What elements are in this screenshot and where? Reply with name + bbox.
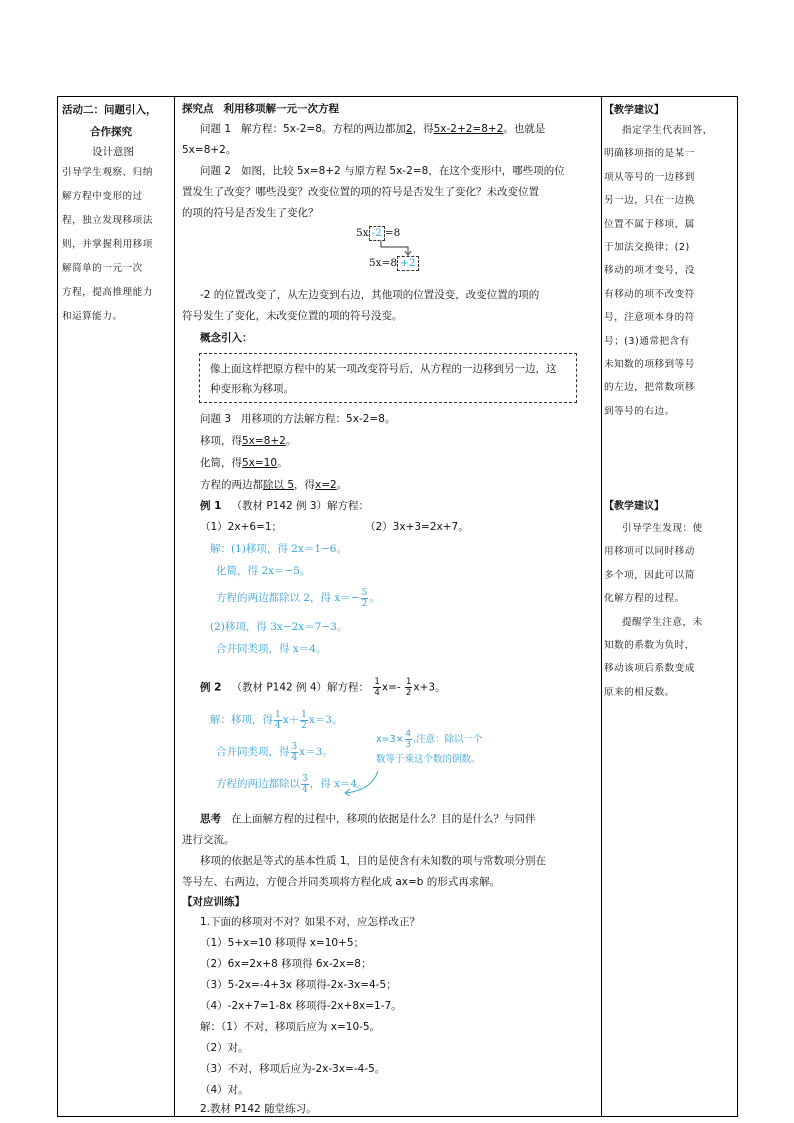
handwritten-note: x=3× $\frac{4}{3}$ .注意：除以一个 数等于乘这个数的倒数。 bbox=[376, 729, 483, 765]
design-title: 设计意图 bbox=[92, 146, 134, 158]
moved-term-box: -2 bbox=[369, 226, 385, 241]
concept-label: 概念引入： bbox=[200, 332, 253, 344]
solution-1-line2: 化简，得 2x＝−5。 bbox=[216, 565, 311, 577]
training-answer-2: （2）对。 bbox=[200, 1042, 249, 1054]
solution-2-line3: 方程的两边都除以 $\frac{3}{4}$ ，得 x＝4。 bbox=[216, 773, 368, 795]
example-1: 例 1 （教材 P142 例 3）解方程： bbox=[200, 500, 370, 512]
question-2-line2: 置发生了改变？哪些没变？改变位置的项的符号是否发生了变化？未改变位置 bbox=[182, 186, 539, 198]
example-1-part1: （1）2x+6=1； bbox=[200, 521, 283, 533]
think-line1: 思考 在上面解方程的过程中，移项的依据是什么？目的是什么？与同伴 bbox=[200, 813, 536, 825]
q3-step3: 方程的两边都除以 5，得x=2。 bbox=[200, 479, 348, 491]
column-divider-1 bbox=[174, 97, 175, 1116]
moved-term-box-new: +2 bbox=[397, 256, 418, 271]
training-question-2: 2.教材 P142 随堂练习。 bbox=[200, 1103, 317, 1115]
solution-2-line1: 解：移项，得 $\frac{1}{4}$ x＋ $\frac{1}{2}$ x＝3。 bbox=[210, 709, 343, 731]
solution-2-line2: 合并同类项，得 $\frac{3}{4}$ x＝3。 bbox=[216, 741, 333, 763]
q3-step2: 化简，得5x=10。 bbox=[200, 457, 288, 469]
column-divider-2 bbox=[601, 97, 602, 1116]
question-3: 问题 3 用移项的方法解方程：5x-2=8。 bbox=[200, 413, 396, 425]
transposition-figure: 5x -2 =8 5x=8 +2 bbox=[356, 225, 466, 271]
question-2: 问题 2 如图，比较 5x=8+2 与原方程 5x-2=8，在这个变形中，哪些项的位 bbox=[200, 165, 565, 177]
teaching-tip-1: 指定学生代表回答， 明确移项指的是某一 项从等号的一边移到 另一边，只在一边换 位置不属于移项，属 于加法交换律；(2) 移动的项才变号，没 有移动的项不改变符 号，注意项本身的符 号；(3)通常把含有 未知数的项移到等号 的左边，把常数项移 到等号的右边。 bbox=[604, 125, 713, 417]
activity-heading: 活动二：问题引入， bbox=[62, 104, 157, 116]
content-column bbox=[176, 97, 598, 1116]
inquiry-heading: 探究点 利用移项解一元一次方程 bbox=[182, 103, 340, 115]
teaching-tip-2: 引导学生发现：使 用移项可以同时移动 多个项，因此可以简 化解方程的过程。 提醒学生注意，未 知数的系数为负时， 移动该项后系数变成 原来的相反数。 bbox=[604, 523, 703, 698]
note-arrow-icon bbox=[326, 769, 386, 799]
answer-2-line1: -2 的位置改变了，从左边变到右边，其他项的位置没变，改变位置的项的 bbox=[200, 289, 540, 301]
training-item-1: （1）5+x=10 移项得 x=10+5； bbox=[200, 937, 365, 949]
question-1-cont: 5x=8+2。 bbox=[182, 144, 237, 156]
answer-2-line2: 符号发生了变化，未改变位置的项的符号没变。 bbox=[182, 310, 403, 322]
solution-1-line4: (2)移项，得 3x−2x＝7−3。 bbox=[210, 621, 348, 633]
think-answer-line2: 等号左、右两边，方便合并同类项将方程化成 ax=b 的形式再求解。 bbox=[182, 876, 501, 888]
lesson-table bbox=[57, 96, 738, 1117]
activity-subheading: 合作探究 bbox=[90, 126, 132, 138]
training-answer-4: （4）对。 bbox=[200, 1084, 249, 1096]
think-line2: 进行交流。 bbox=[182, 834, 235, 846]
question-1: 问题 1 解方程：5x-2=8。方程的两边都加2，得5x-2+2=8+2。也就是 bbox=[200, 123, 546, 135]
solution-1-line1: 解：(1)移项，得 2x＝1−6。 bbox=[210, 543, 347, 555]
q3-step1: 移项，得5x=8+2。 bbox=[200, 435, 297, 447]
training-answer-3: （3）不对，移项后应为-2x-3x=-4-5。 bbox=[200, 1063, 386, 1075]
solution-1-line3: 方程的两边都除以 2，得 x＝− $\frac{5}{2}$ 。 bbox=[216, 587, 380, 609]
example-1-part2: （2）3x+3=2x+7。 bbox=[365, 521, 469, 533]
teaching-tip-title-2: 【教学建议】 bbox=[604, 501, 664, 512]
training-item-2: （2）6x=2x+8 移项得 6x-2x=8； bbox=[200, 958, 372, 970]
think-answer-line1: 移项的依据是等式的基本性质 1，目的是使含有未知数的项与常数项分别在 bbox=[200, 855, 547, 867]
training-answer-1: 解：（1）不对，移项后应为 x=10-5。 bbox=[200, 1021, 381, 1033]
training-item-4: （4）-2x+7=1-8x 移项得-2x+8x=1-7。 bbox=[200, 1000, 402, 1012]
training-item-3: （3）5-2x=-4+3x 移项得-2x-3x=4-5； bbox=[200, 979, 397, 991]
design-intent-text: 引导学生观察、归纳 解方程中变形的过 程，独立发现移项法 则，并掌握利用移项 解简单的一元一次 方程，提高推理能力 和运算能力。 bbox=[62, 167, 153, 322]
teaching-tip-title-1: 【教学建议】 bbox=[604, 105, 664, 116]
training-question-1: 1.下面的移项对不对？如果不对，应怎样改正？ bbox=[200, 916, 421, 928]
training-heading: 【对应训练】 bbox=[182, 896, 245, 908]
example-2: 例 2 （教材 P142 例 4）解方程： $\frac{1}{4}$ x=- $\frac{1}{2}$ x+3。 bbox=[200, 677, 446, 698]
question-2-line3: 的项的符号是否发生了变化？ bbox=[182, 207, 319, 219]
solution-1-line5: 合并同类项，得 x＝4。 bbox=[216, 643, 327, 655]
concept-box: 像上面这样把原方程中的某一项改变符号后，从方程的一边移到另一边，这种变形称为移项。 bbox=[199, 353, 577, 403]
